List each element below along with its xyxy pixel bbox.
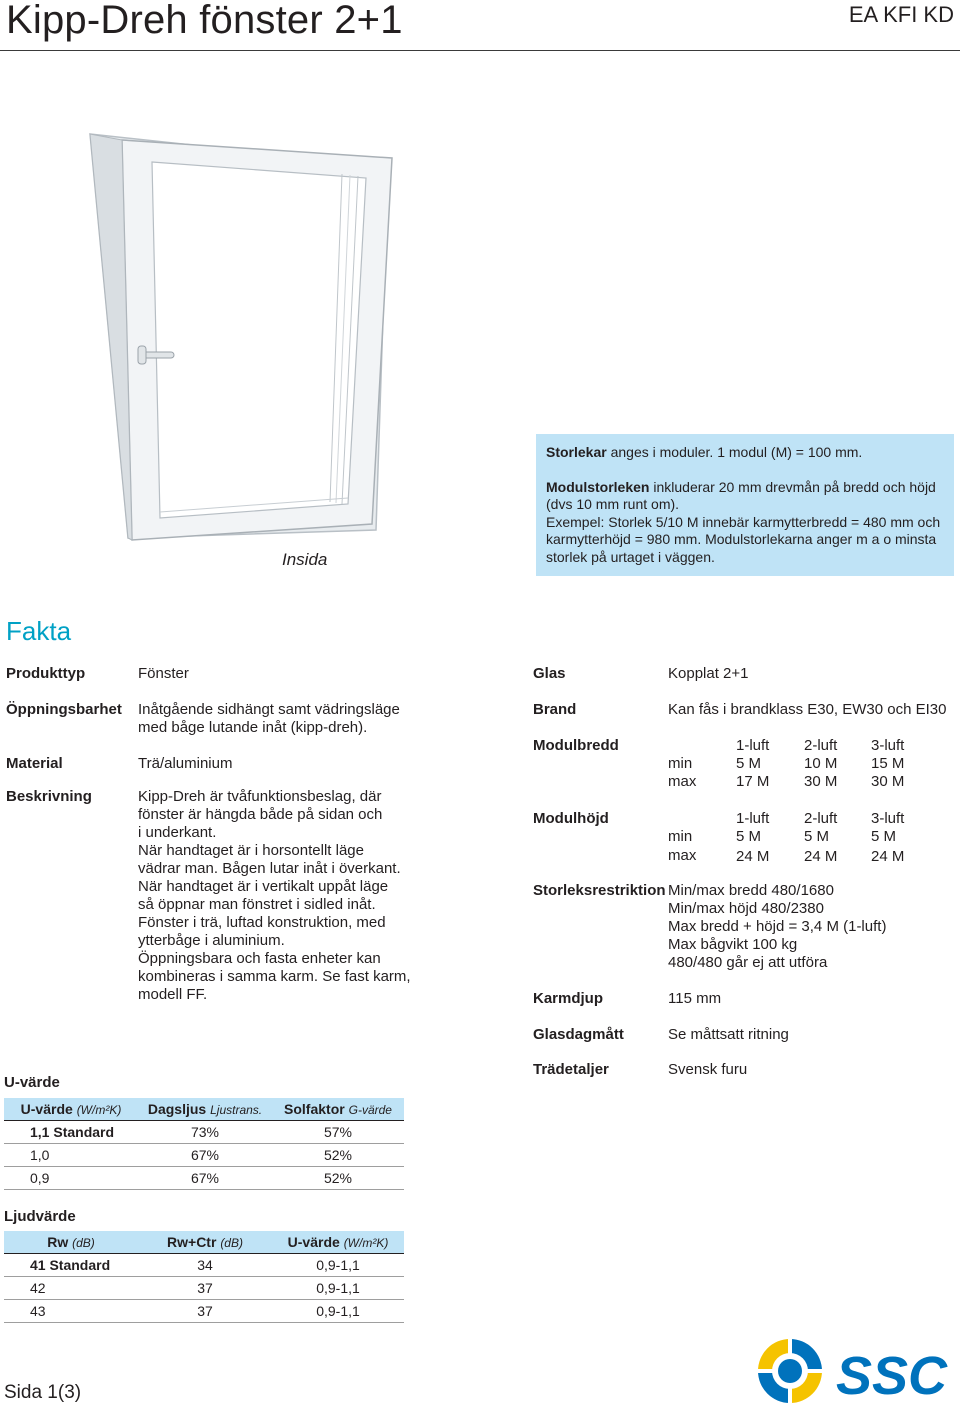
restriktion-line: Max bågvikt 100 kg (668, 936, 798, 953)
uvarde-table (4, 1098, 404, 1190)
restriktion-line: 480/480 går ej att utföra (668, 954, 828, 971)
header-unit: G-värde (348, 1103, 392, 1117)
uvarde-header-row (4, 1098, 404, 1121)
header-unit: Ljustrans. (210, 1103, 263, 1117)
modulbredd-cell: 30 M (804, 773, 838, 790)
beskrivning-line: ytterbåge i aluminium. (138, 932, 285, 949)
karmdjup-label: Karmdjup (533, 990, 604, 1007)
storleksrestriktion-label: Storleksrestriktion (533, 882, 666, 899)
beskrivning-line: När handtaget är i horsontellt läge (138, 842, 364, 859)
modulbredd-grid (0, 737, 960, 797)
info-bold-2: Modulstorleken (546, 478, 650, 495)
window-illustration (80, 120, 400, 560)
glasdagmatt-label: Glasdagmått (533, 1026, 624, 1043)
ljud-header-row (4, 1231, 404, 1254)
modulhojd-cell: 24 M (804, 848, 838, 865)
modulbredd-cell: 10 M (804, 755, 838, 772)
modulhojd-header: 1-luft (736, 810, 770, 827)
beskrivning-line: Kipp-Dreh är tvåfunktionsbeslag, där (138, 788, 382, 805)
table-cell: 42 (4, 1277, 138, 1300)
material-value: Trä/aluminium (138, 755, 233, 772)
modulhojd-row-key: min (668, 828, 693, 845)
ljud-table (4, 1231, 404, 1323)
beskrivning-line: När handtaget är i vertikalt uppåt läge (138, 878, 389, 895)
header-main: U-värde (20, 1101, 73, 1117)
info-bold-1: Storlekar (546, 444, 607, 460)
table-cell: 1,0 (4, 1144, 138, 1167)
uvarde-col-header (4, 1098, 138, 1121)
produkttyp-label: Produkttyp (6, 665, 86, 682)
info-text-1: anges i moduler. 1 modul (M) = 100 mm. (606, 444, 863, 460)
karmdjup-value: 115 mm (668, 990, 722, 1007)
beskrivning-line: kombineras i samma karm. Se fast karm, (138, 968, 411, 985)
info-text-2: inkluderar 20 mm drevmån på bredd och höjd (dvs 10 mm runt om). (546, 478, 936, 512)
table-cell: 43 (4, 1300, 138, 1323)
table-cell: 37 (138, 1277, 272, 1300)
ssc-logo-mark (758, 1339, 822, 1403)
beskrivning-label: Beskrivning (6, 788, 92, 805)
beskrivning-line: så öppnar man fönstret i sidled inåt. (138, 896, 376, 913)
oppningsbarhet-value (138, 701, 400, 737)
modulhojd-cell: 5 M (804, 828, 830, 845)
header-unit: (W/m²K) (76, 1103, 122, 1117)
table-row (4, 1300, 404, 1323)
modulbredd-header: 2-luft (804, 737, 838, 754)
header-divider (0, 50, 960, 51)
info-text-3: Exempel: Storlek 5/10 M innebär karmytterbredd = 480 mm och karmytterhöjd = 980 mm. Modulstorlekarna anger m a o minsta storlek på urtaget i väggen. (546, 513, 941, 565)
modulbredd-header: 3-luft (871, 737, 905, 754)
beskrivning-line: Öppningsbara och fasta enheter kan (138, 950, 381, 967)
table-cell: 52% (272, 1167, 404, 1190)
oppningsbarhet-line: Inåtgående sidhängt samt vädringsläge (138, 701, 400, 718)
ljud-col-header (272, 1231, 404, 1254)
table-row (4, 1167, 404, 1190)
header-unit: (W/m²K) (343, 1236, 389, 1250)
ssc-logo-text: SSC (836, 1346, 948, 1406)
table-row (4, 1254, 404, 1277)
modulhojd-grid (0, 810, 960, 870)
oppningsbarhet-line: med båge lutande inåt (kipp-dreh). (138, 719, 368, 736)
modulhojd-header: 3-luft (871, 810, 905, 827)
storleksrestriktion-value (668, 882, 886, 972)
ljud-col-header (138, 1231, 272, 1254)
glas-label: Glas (533, 665, 566, 682)
table-cell: 41 Standard (4, 1254, 138, 1277)
restriktion-line: Max bredd + höjd = 3,4 M (1-luft) (668, 918, 887, 935)
modulhojd-cell: 24 M (871, 848, 905, 865)
restriktion-line: Min/max bredd 480/1680 (668, 882, 834, 899)
header-unit: (dB) (220, 1236, 243, 1250)
ljud-col-header (4, 1231, 138, 1254)
brand-label: Brand (533, 701, 577, 718)
tradetaljer-label: Trädetaljer (533, 1061, 609, 1078)
header-main: Dagsljus (147, 1101, 207, 1117)
glasdagmatt-value: Se måttsatt ritning (668, 1026, 789, 1043)
beskrivning-line: Fönster i trä, luftad konstruktion, med (138, 914, 386, 931)
uvarde-col-header (138, 1098, 272, 1121)
table-cell: 0,9-1,1 (272, 1254, 404, 1277)
header-main: U-värde (287, 1234, 340, 1250)
table-cell: 37 (138, 1300, 272, 1323)
ljud-heading: Ljudvärde (4, 1208, 76, 1225)
modulbredd-cell: 15 M (871, 755, 905, 772)
modulbredd-header: 1-luft (736, 737, 770, 754)
info-box (536, 434, 954, 576)
table-row (4, 1121, 404, 1144)
table-row (4, 1277, 404, 1300)
table-row (4, 1144, 404, 1167)
table-cell: 0,9-1,1 (272, 1300, 404, 1323)
tradetaljer-value: Svensk furu (668, 1061, 748, 1078)
beskrivning-line: i underkant. (138, 824, 217, 841)
brand-value: Kan fås i brandklass E30, EW30 och EI30 (668, 701, 947, 718)
table-cell: 67% (138, 1167, 272, 1190)
modulbredd-label: Modulbredd (533, 737, 619, 754)
info-paragraph-1 (546, 444, 954, 462)
modulhojd-label: Modulhöjd (533, 810, 609, 827)
produkttyp-value: Fönster (138, 665, 189, 682)
table-cell: 73% (138, 1121, 272, 1144)
header-main: Rw+Ctr (167, 1234, 217, 1250)
modulhojd-cell: 5 M (871, 828, 897, 845)
uvarde-heading: U-värde (4, 1074, 60, 1091)
header-unit: (dB) (72, 1236, 95, 1250)
uvarde-col-header (272, 1098, 404, 1121)
beskrivning-line: vädrar man. Bågen lutar inåt i överkant. (138, 860, 401, 877)
material-label: Material (6, 755, 63, 772)
table-cell: 52% (272, 1144, 404, 1167)
modulbredd-row-key: min (668, 755, 693, 772)
modulhojd-row-key: max (668, 847, 697, 864)
modulhojd-header: 2-luft (804, 810, 838, 827)
header-main: Solfaktor (284, 1101, 345, 1117)
header-main: Rw (47, 1234, 69, 1250)
ssc-logo (752, 1334, 952, 1408)
image-caption: Insida (282, 550, 328, 569)
modulhojd-cell: 24 M (736, 848, 770, 865)
table-cell: 1,1 Standard (4, 1121, 138, 1144)
page-title: Kipp-Dreh fönster 2+1 (6, 0, 403, 42)
section-title: Fakta (6, 616, 72, 646)
info-paragraph-2 (546, 479, 954, 567)
restriktion-line: Min/max höjd 480/2380 (668, 900, 824, 917)
modulbredd-cell: 30 M (871, 773, 905, 790)
glas-value: Kopplat 2+1 (668, 665, 749, 682)
beskrivning-line: fönster är hängda både på sidan och (138, 806, 383, 823)
table-cell: 67% (138, 1144, 272, 1167)
modulbredd-cell: 5 M (736, 755, 762, 772)
page-number: Sida 1(3) (4, 1382, 82, 1403)
modulbredd-row-key: max (668, 773, 697, 790)
product-code: EA KFI KD (848, 2, 954, 27)
table-cell: 0,9-1,1 (272, 1277, 404, 1300)
oppningsbarhet-label: Öppningsbarhet (6, 701, 122, 718)
modulhojd-cell: 5 M (736, 828, 762, 845)
modulbredd-cell: 17 M (736, 773, 770, 790)
table-cell: 34 (138, 1254, 272, 1277)
table-cell: 57% (272, 1121, 404, 1144)
table-cell: 0,9 (4, 1167, 138, 1190)
beskrivning-line: modell FF. (138, 986, 208, 1003)
